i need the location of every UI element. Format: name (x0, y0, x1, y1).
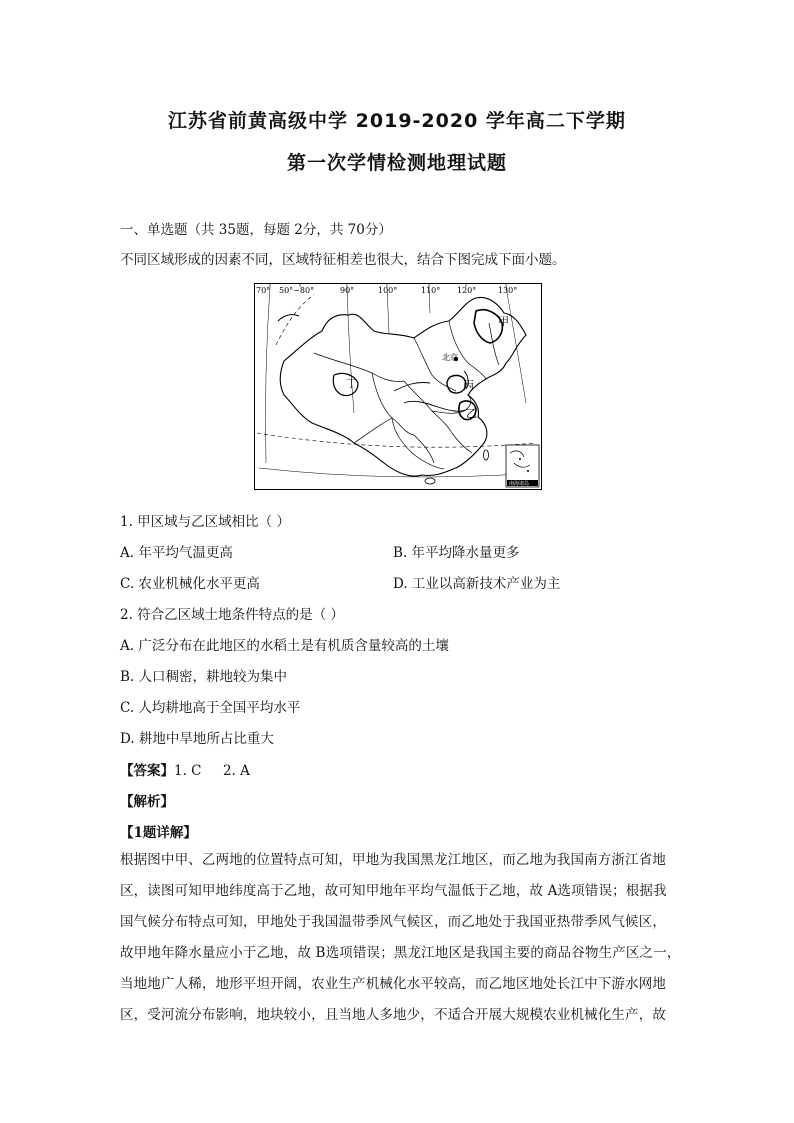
region-label-jia: 甲 (498, 315, 509, 328)
section-heading: 一、单选题（共 35题，每题 2分，共 70分） (120, 222, 392, 238)
explanation-line: 根据图中甲、乙两地的位置特点可知，甲地为我国黑龙江地区，而乙地为我国南方浙江省地 (120, 852, 666, 868)
lon-label: 130° (498, 286, 518, 295)
inset-label: 南海诸岛 (509, 481, 530, 487)
explanation-paragraph (120, 845, 681, 1031)
analysis-label: 【解析】 (120, 794, 174, 810)
question-2-option-b: B. 人口稠密，耕地较为集中 (120, 669, 288, 685)
inset-map (506, 445, 539, 487)
question-1-option-d: D. 工业以高新技术产业为主 (393, 576, 561, 592)
explanation-line: 故甲地年降水量应小于乙地，故 B选项错误；黑龙江地区是我国主要的商品谷物生产区之一， (120, 945, 681, 961)
answer-label: 【答案】 (120, 763, 174, 779)
question-2-option-a: A. 广泛分布在此地区的水稻土是有机质含量较高的土壤 (120, 638, 449, 654)
lon-label: 70° (256, 286, 271, 295)
exam-title-line1: 江苏省前黄高级中学 2019-2020 学年高二下学期 (168, 110, 626, 132)
explanation-line: 区，受河流分布影响，地块较小，且当地人多地少，不适合开展大规模农业机械化生产，故 (120, 1007, 666, 1023)
question-2-option-c: C. 人均耕地高于全国平均水平 (120, 700, 301, 716)
question-1-stem: 1. 甲区域与乙区域相比（ ） (120, 514, 290, 530)
lon-label: 100° (378, 286, 398, 295)
explanation-line: 区，读图可知甲地纬度高于乙地，故可知甲地年平均气温低于乙地，故 A选项错误；根据我 (120, 883, 667, 899)
answer-line (120, 759, 250, 779)
explanation-line: 当地地广人稀，地形平坦开阔，农业生产机械化水平较高，而乙地区地处长江中下游水网地 (120, 976, 666, 992)
lon-label: 110° (421, 286, 441, 295)
question-1-option-c: C. 农业机械化水平更高 (120, 576, 260, 592)
section-intro: 不同区域形成的因素不同，区域特征相差也很大，结合下图完成下面小题。 (120, 252, 566, 268)
question-2-option-d: D. 耕地中旱地所占比重大 (120, 731, 274, 747)
exam-title-line2: 第一次学情检测地理试题 (286, 152, 507, 174)
explanation-line: 国气候分布特点可知，甲地处于我国温带季风气候区，而乙地处于我国亚热带季风气候区， (120, 914, 666, 930)
china-map-figure (254, 283, 542, 490)
region-label-ding: 丁 (346, 377, 357, 390)
region-label-bing: 丙 (463, 379, 474, 392)
answer-text: 1. C 2. A (174, 763, 250, 779)
lon-label: 90° (340, 286, 355, 295)
lon-label: 120° (457, 286, 477, 295)
lon-label: 50°~80° (279, 286, 315, 295)
question-1-option-b: B. 年平均降水量更多 (393, 545, 520, 561)
region-label-yi: 乙 (466, 407, 477, 420)
detail-label: 【1题详解】 (120, 825, 197, 841)
city-label-beijing: 北京 (442, 353, 458, 362)
question-1-option-a: A. 年平均气温更高 (120, 545, 233, 561)
question-2-stem: 2. 符合乙区域土地条件特点的是（ ） (120, 607, 344, 623)
